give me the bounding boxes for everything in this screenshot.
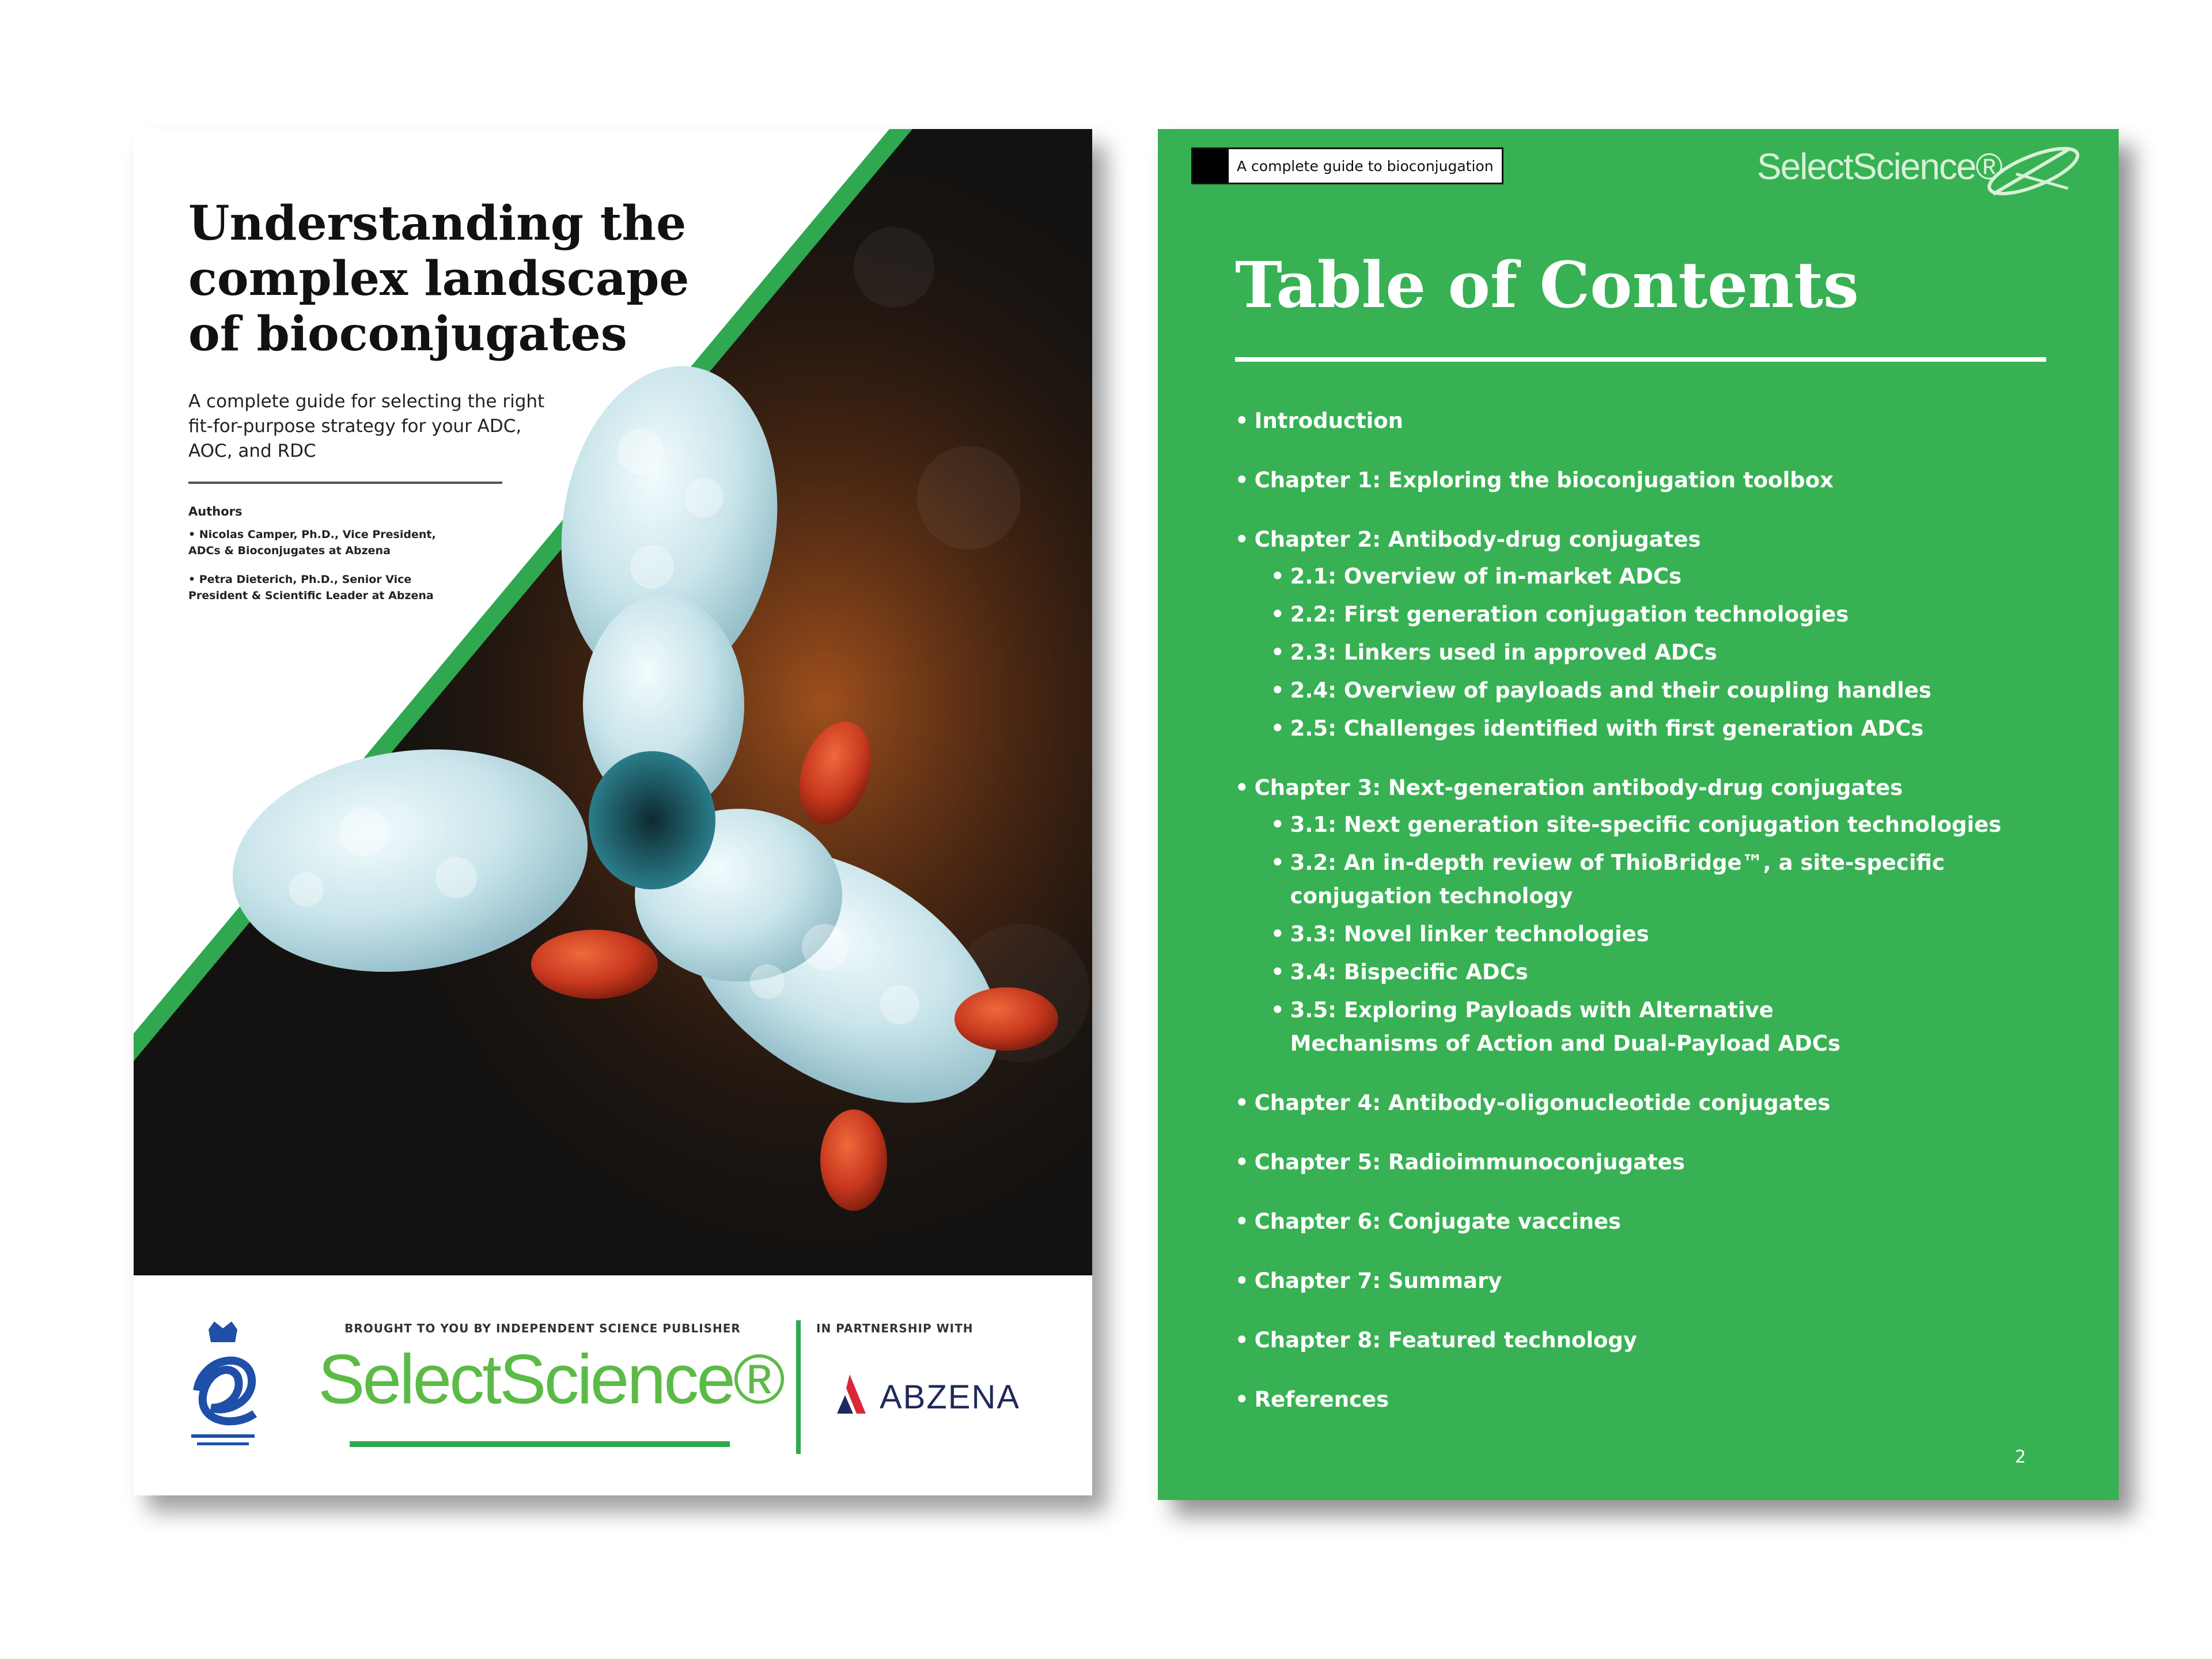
page-number: 2 xyxy=(2015,1447,2027,1467)
guide-tag xyxy=(1191,147,1503,184)
toc-item-introduction[interactable]: • Introduction xyxy=(1235,408,1404,433)
toc-subitem-label: 2.2: First generation conjugation technologies xyxy=(1290,602,1849,627)
guide-tag-text: A complete guide to bioconjugation xyxy=(1237,157,1494,175)
abzena-logo xyxy=(834,1372,1041,1424)
toc-item-label: References xyxy=(1254,1387,1389,1412)
toc-item-label: Chapter 1: Exploring the bioconjugation toolbox xyxy=(1254,468,1834,493)
authors-heading: Authors xyxy=(188,505,243,518)
toc-item-chapter-1[interactable]: • Chapter 1: Exploring the bioconjugation toolbox xyxy=(1235,468,1834,493)
author-entry: • Petra Dieterich, Ph.D., Senior Vice President & Scientific Leader at Abzena xyxy=(188,573,434,602)
partnership-label: IN PARTNERSHIP WITH xyxy=(816,1321,974,1335)
toc-item-chapter-3[interactable]: • Chapter 3: Next-generation antibody-drug conjugates • 3.1: Next generation site-specific conjugation technologies • 3.2: An in-depth review of ThioBridge™, a site-specific conjugation technology • 3.3: Novel linker technologies • 3.4: Bispecific ADCs • 3.5: Exploring Payloads with Alternative Mechanisms of Action and Dual-Payload ADCs xyxy=(1235,771,2020,1060)
toc-subitem-2-1[interactable]: • 2.1: Overview of in-market ADCs xyxy=(1271,560,2020,593)
footer-divider xyxy=(796,1320,801,1454)
cover-subtitle: A complete guide for selecting the right fit-for-purpose strategy for your ADC, AOC, and RDC xyxy=(188,391,545,461)
toc-subitem-label: 2.4: Overview of payloads and their coupling handles xyxy=(1290,678,1931,703)
abzena-mark-icon xyxy=(834,1372,874,1418)
toc-item-references[interactable]: • References xyxy=(1235,1387,1389,1412)
toc-subitem-label: 2.3: Linkers used in approved ADCs xyxy=(1290,640,1717,665)
toc-subitem-3-1[interactable]: • 3.1: Next generation site-specific conjugation technologies xyxy=(1271,808,2020,842)
toc-item-chapter-5[interactable]: • Chapter 5: Radioimmunoconjugates xyxy=(1235,1150,1685,1175)
toc-item-label: Chapter 2: Antibody-drug conjugates xyxy=(1254,527,1701,552)
toc-item-chapter-8[interactable]: • Chapter 8: Featured technology xyxy=(1235,1328,1638,1353)
toc-sublist xyxy=(1235,560,2020,745)
toc-subitem-label: 3.4: Bispecific ADCs xyxy=(1290,960,1528,984)
queens-award-logo-icon xyxy=(180,1321,266,1454)
table-of-contents-page xyxy=(1158,129,2119,1500)
toc-list xyxy=(1235,404,2020,1416)
toc-item-chapter-4[interactable]: • Chapter 4: Antibody-oligonucleotide conjugates xyxy=(1235,1090,1831,1115)
toc-subitem-2-4[interactable]: • 2.4: Overview of payloads and their coupling handles xyxy=(1271,674,2020,707)
toc-item-chapter-2[interactable]: • Chapter 2: Antibody-drug conjugates • 2.1: Overview of in-market ADCs • 2.2: First generation conjugation technologies • 2.3: Linkers used in approved ADCs • 2.4: Overview of payloads and their coupling handles • 2.5: Challenges identified with first generation ADCs xyxy=(1235,523,2020,745)
toc-item-label: Chapter 7: Summary xyxy=(1254,1268,1502,1293)
toc-subitem-3-2[interactable]: • 3.2: An in-depth review of ThioBridge™, a site-specific conjugation technology xyxy=(1271,846,1974,913)
toc-item-label: Introduction xyxy=(1254,408,1404,433)
toc-subitem-2-5[interactable]: • 2.5: Challenges identified with first generation ADCs xyxy=(1271,712,2020,745)
toc-subitem-label: 2.5: Challenges identified with first generation ADCs xyxy=(1290,716,1924,741)
toc-sublist xyxy=(1235,808,2020,1060)
toc-subitem-label: 3.2: An in-depth review of ThioBridge™, a site-specific conjugation technology xyxy=(1290,850,1945,908)
cover-page xyxy=(134,129,1092,1495)
toc-subitem-label: 2.1: Overview of in-market ADCs xyxy=(1290,564,1682,589)
toc-subitem-2-2[interactable]: • 2.2: First generation conjugation technologies xyxy=(1271,598,2020,631)
toc-item-label: Chapter 6: Conjugate vaccines xyxy=(1254,1209,1622,1234)
toc-subitem-label: 3.1: Next generation site-specific conjugation technologies xyxy=(1290,812,2002,837)
toc-subitem-2-3[interactable]: • 2.3: Linkers used in approved ADCs xyxy=(1271,636,2020,669)
toc-subitem-3-3[interactable]: • 3.3: Novel linker technologies xyxy=(1271,918,2020,951)
toc-subitem-label: 3.3: Novel linker technologies xyxy=(1290,922,1649,946)
toc-subitem-label: 3.5: Exploring Payloads with Alternative Mechanisms of Action and Dual-Payload ADCs xyxy=(1290,998,1841,1056)
cover-divider xyxy=(188,482,502,484)
toc-subitem-3-5[interactable]: • 3.5: Exploring Payloads with Alternative Mechanisms of Action and Dual-Payload ADCs xyxy=(1271,994,1927,1060)
toc-item-label: Chapter 8: Featured technology xyxy=(1254,1328,1638,1353)
selectscience-logo: SelectScience® xyxy=(318,1340,783,1418)
toc-item-label: Chapter 3: Next-generation antibody-drug conjugates xyxy=(1254,775,1903,800)
author-entry: • Nicolas Camper, Ph.D., Vice President, ADCs & Bioconjugates at Abzena xyxy=(188,528,436,557)
cover-title: Understanding the complex landscape of bioconjugates xyxy=(188,196,690,362)
publisher-label: BROUGHT TO YOU BY INDEPENDENT SCIENCE PUBLISHER xyxy=(344,1321,741,1335)
tag-black-block xyxy=(1193,149,1229,183)
toc-item-chapter-7[interactable]: • Chapter 7: Summary xyxy=(1235,1268,1502,1293)
toc-title: Table of Contents xyxy=(1235,248,1859,322)
toc-divider xyxy=(1235,357,2046,362)
abzena-wordmark: ABZENA xyxy=(880,1378,1021,1416)
selectscience-emblem-icon xyxy=(1982,139,2085,203)
cover-footer xyxy=(134,1275,1092,1495)
toc-item-chapter-6[interactable]: • Chapter 6: Conjugate vaccines xyxy=(1235,1209,1622,1234)
logo-underline xyxy=(350,1441,730,1447)
toc-subitem-3-4[interactable]: • 3.4: Bispecific ADCs xyxy=(1271,956,2020,989)
toc-item-label: Chapter 5: Radioimmunoconjugates xyxy=(1254,1150,1685,1175)
toc-item-label: Chapter 4: Antibody-oligonucleotide conjugates xyxy=(1254,1090,1831,1115)
selectscience-logo: SelectScience® xyxy=(1757,146,2002,187)
